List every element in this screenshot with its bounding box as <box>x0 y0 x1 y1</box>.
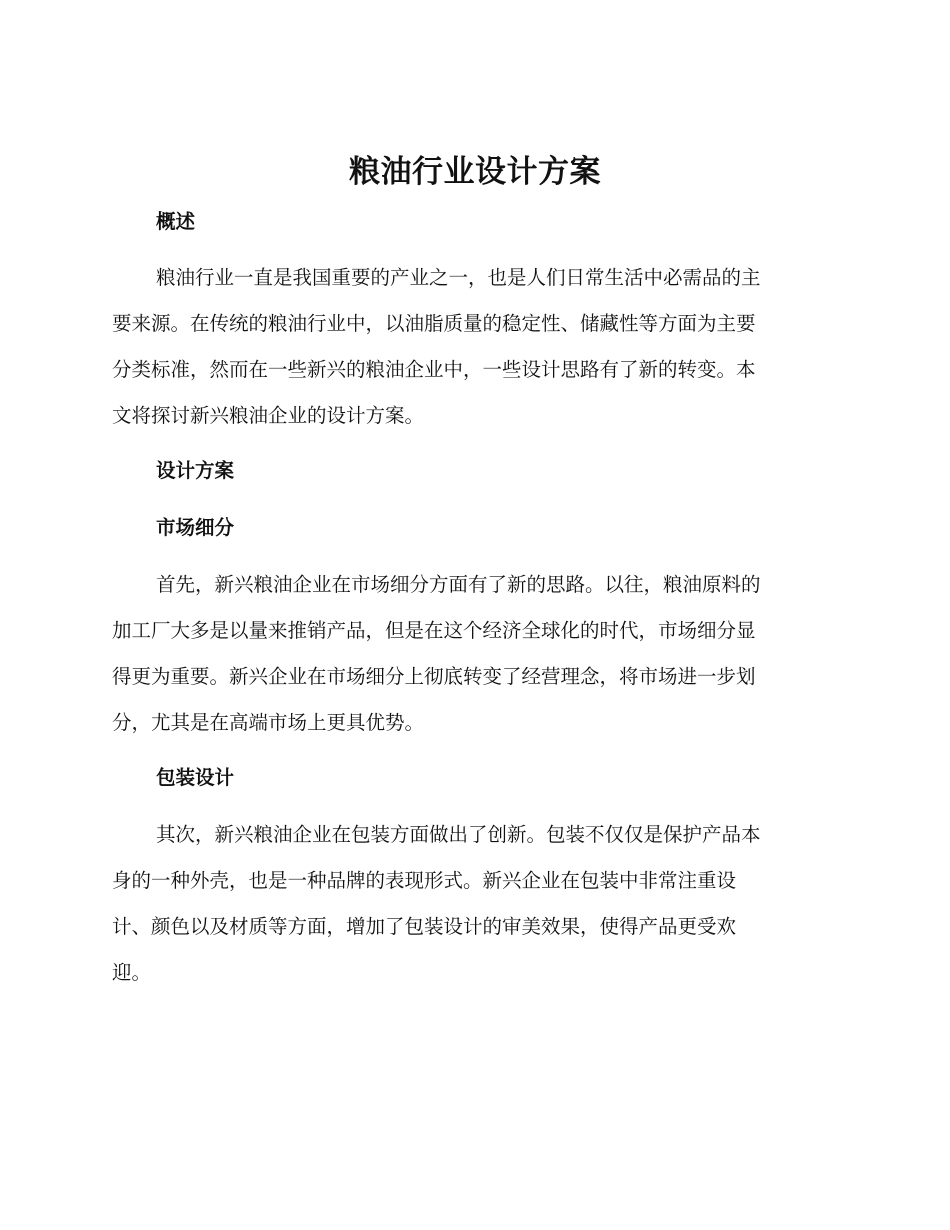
paragraph-line: 分，尤其是在高端市场上更具优势。 <box>112 711 425 734</box>
paragraph-line: 首先，新兴粮油企业在市场细分方面有了新的思路。以往，粮油原料的 <box>156 573 761 596</box>
paragraph-line: 其次，新兴粮油企业在包装方面做出了创新。包装不仅仅是保护产品本 <box>156 823 761 846</box>
paragraph-line: 分类标准，然而在一些新兴的粮油企业中，一些设计思路有了新的转变。本 <box>112 358 756 381</box>
paragraph-line: 得更为重要。新兴企业在市场细分上彻底转变了经营理念，将市场进一步划 <box>112 665 756 688</box>
section-packaging-design-heading: 包装设计 <box>156 766 235 789</box>
section-market-segmentation-heading: 市场细分 <box>156 516 235 539</box>
paragraph-line: 粮油行业一直是我国重要的产业之一，也是人们日常生活中必需品的主 <box>156 266 761 289</box>
section-design-plan-heading: 设计方案 <box>156 459 235 482</box>
section-overview-heading: 概述 <box>156 210 196 233</box>
paragraph-line: 加工厂大多是以量来推销产品，但是在这个经济全球化的时代，市场细分显 <box>112 619 756 642</box>
paragraph-line: 文将探讨新兴粮油企业的设计方案。 <box>112 404 425 427</box>
document-title: 粮油行业设计方案 <box>349 154 601 190</box>
paragraph-line: 要来源。在传统的粮油行业中，以油脂质量的稳定性、储藏性等方面为主要 <box>112 312 756 335</box>
paragraph-line: 计、颜色以及材质等方面，增加了包装设计的审美效果，使得产品更受欢 <box>112 915 737 938</box>
paragraph-line: 迎。 <box>112 961 152 984</box>
paragraph-line: 身的一种外壳，也是一种品牌的表现形式。新兴企业在包装中非常注重设 <box>112 869 737 892</box>
